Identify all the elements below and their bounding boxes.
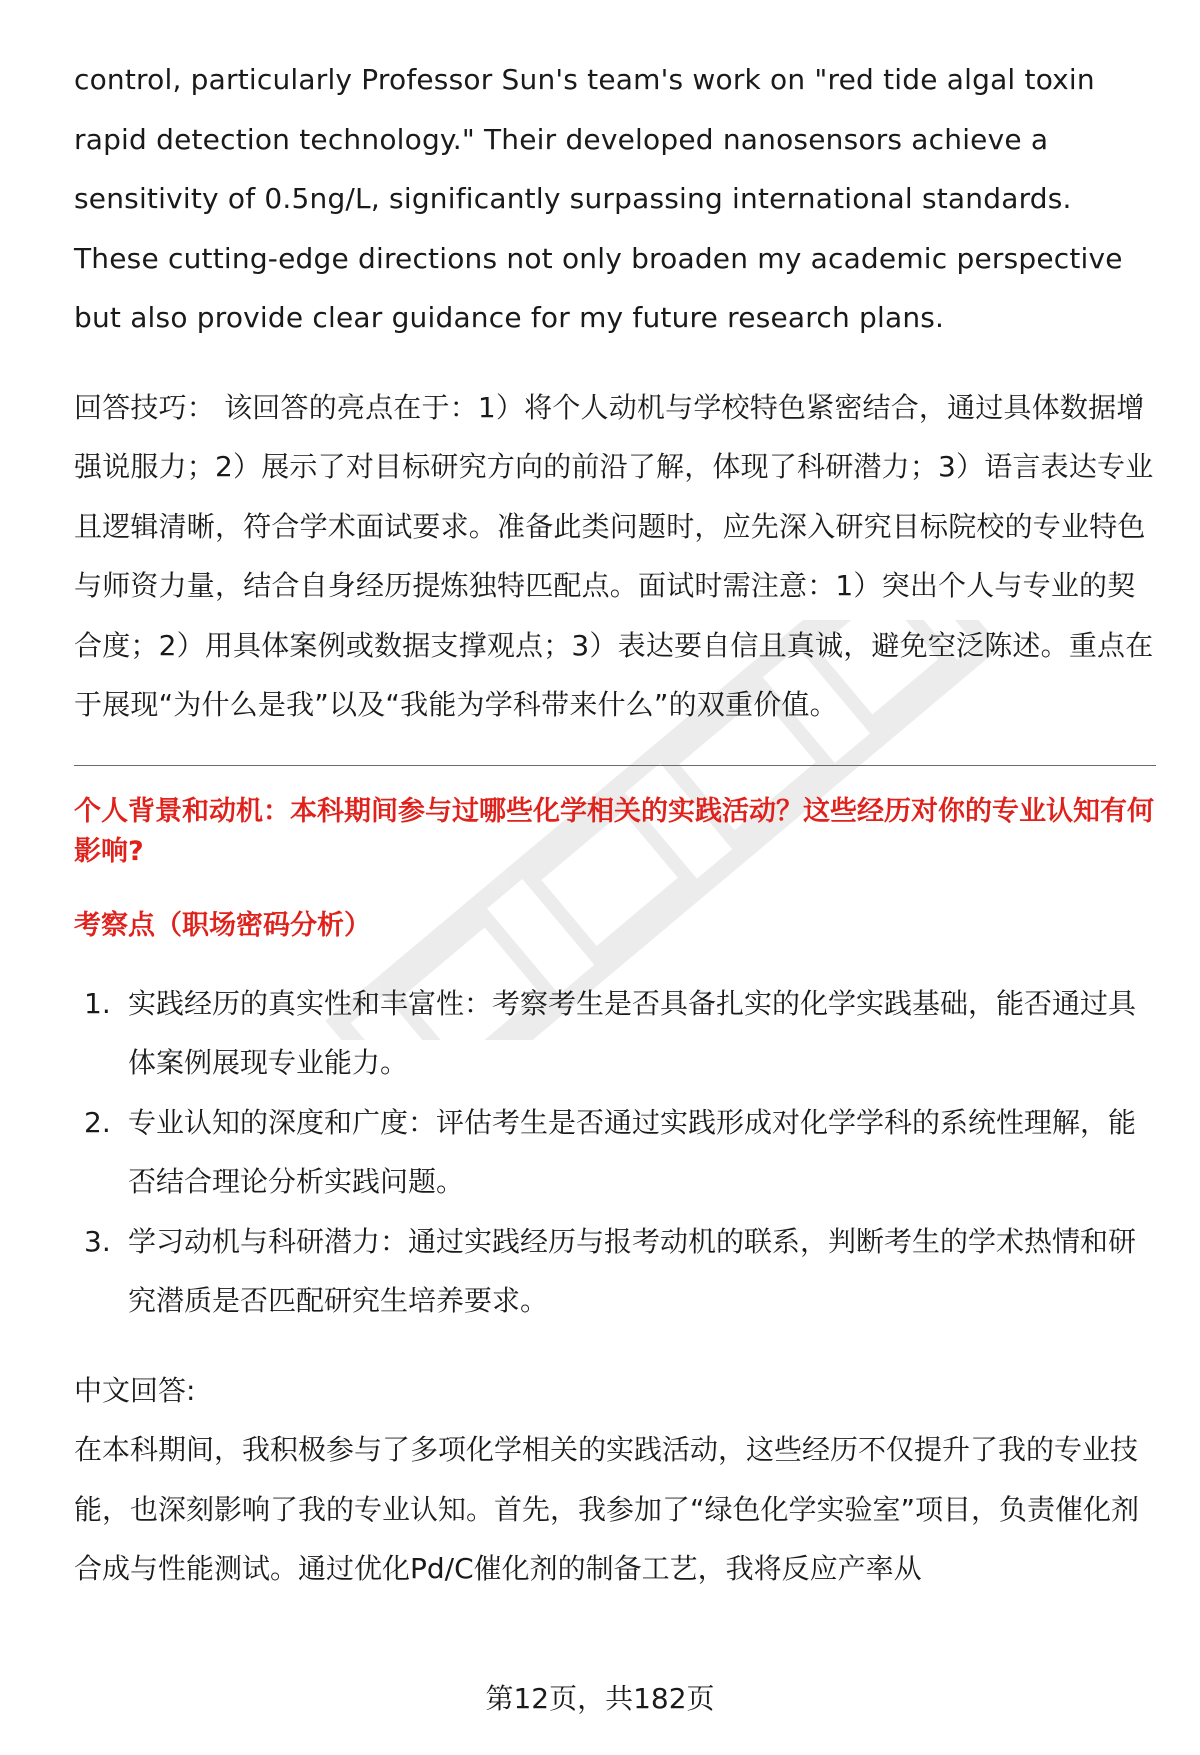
assessment-item-text: 实践经历的真实性和丰富性：考察考生是否具备扎实的化学实践基础，能否通过具体案例展现专业能力。: [128, 986, 1137, 1079]
document-page: [74, 50, 1156, 1599]
assessment-item-number: 2.: [84, 1105, 111, 1139]
question-heading: 个人背景和动机：本科期间参与过哪些化学相关的实践活动？这些经历对你的专业认知有何影响?: [74, 795, 1154, 867]
assessment-heading: 考察点（职场密码分析）: [74, 909, 371, 941]
assessment-item-text: 专业认知的深度和广度：评估考生是否通过实践形成对化学学科的系统性理解，能否结合理论分析实践问题。: [128, 1105, 1137, 1198]
assessment-item: [74, 1093, 1156, 1212]
assessment-item: [74, 974, 1156, 1093]
intro-english-paragraph: control, particularly Professor Sun's team's work on "red tide algal toxin rapid detection technology." Their developed nanosensors achieve a sensitivity of 0.5ng/L, significantly surpassing international standards. These cutting-edge directions not only broaden my academic perspective but also provide clear guidance for my future research plans.: [74, 63, 1123, 334]
chinese-answer-label: 中文回答:: [74, 1373, 196, 1407]
assessment-item: [74, 1212, 1156, 1331]
assessment-list: [74, 974, 1156, 1331]
page-footer: 第12页，共182页: [485, 1682, 715, 1715]
assessment-item-number: 1.: [84, 986, 111, 1020]
section-divider: [74, 765, 1156, 766]
chinese-answer-paragraph: 在本科期间，我积极参与了多项化学相关的实践活动，这些经历不仅提升了我的专业技能，也深刻影响了我的专业认知。首先，我参加了“绿色化学实验室”项目，负责催化剂合成与性能测试。通过优化Pd/C催化剂的制备工艺，我将反应产率从: [74, 1433, 1140, 1585]
assessment-item-number: 3.: [84, 1224, 111, 1258]
answer-tips-paragraph: 回答技巧： 该回答的亮点在于：1）将个人动机与学校特色紧密结合，通过具体数据增强说服力；2）展示了对目标研究方向的前沿了解，体现了科研潜力；3）语言表达专业且逻辑清晰，符合学术面试要求。准备此类问题时，应先深入研究目标院校的专业特色与师资力量，结合自身经历提炼独特匹配点。面试时需注意：1）突出个人与专业的契合度；2）用具体案例或数据支撑观点；3）表达要自信且真诚，避免空泛陈述。重点在于展现“为什么是我”以及“我能为学科带来什么”的双重价值。: [74, 390, 1154, 721]
assessment-item-text: 学习动机与科研潜力：通过实践经历与报考动机的联系，判断考生的学术热情和研究潜质是否匹配研究生培养要求。: [128, 1224, 1137, 1317]
